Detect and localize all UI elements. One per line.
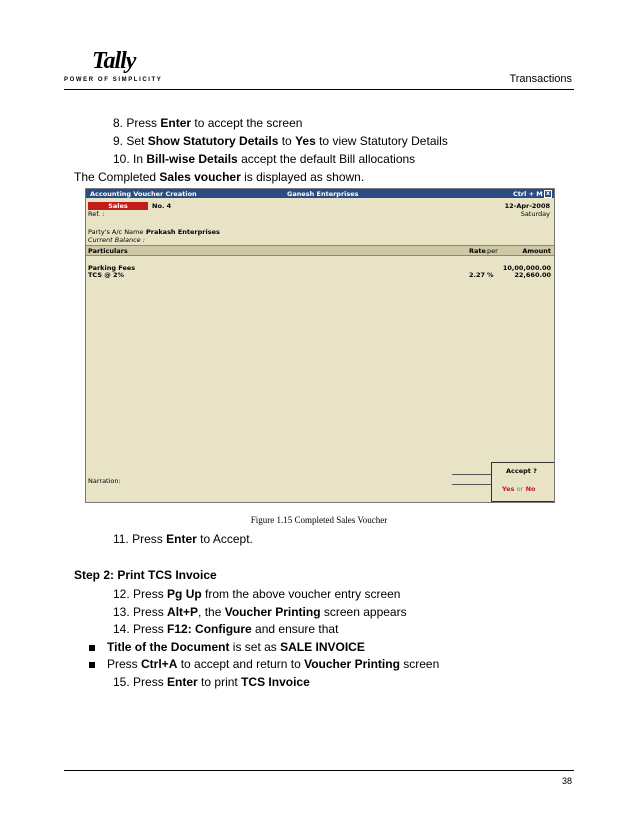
voucher-number: No. 4 (152, 202, 172, 210)
reference-field[interactable]: Ref. : (88, 210, 105, 218)
narration-field[interactable]: Narration: (88, 477, 121, 485)
bullet-title-document: Title of the Document is set as SALE INVOICE (89, 640, 365, 654)
accept-prompt: Accept ? (506, 467, 537, 475)
header-divider (64, 89, 574, 90)
step-2-heading: Step 2: Print TCS Invoice (74, 568, 217, 582)
step-12: 12. Press Pg Up from the above voucher entry screen (113, 587, 401, 601)
close-icon[interactable]: x (544, 190, 552, 198)
step-10: 10. In Bill-wise Details accept the default Bill allocations (113, 152, 416, 166)
voucher-mode-title: Accounting Voucher Creation (90, 190, 197, 198)
page-number: 38 (561, 776, 572, 786)
current-balance-label: Current Balance : (88, 236, 145, 244)
ledger-row-per: % (487, 271, 494, 279)
ledger-row-amount[interactable]: 22,660.00 (514, 271, 551, 279)
step-15: 15. Press Enter to print TCS Invoice (113, 675, 310, 689)
or-text: or (516, 485, 524, 493)
bullet-icon (89, 645, 95, 651)
tally-logo: Tally (92, 48, 136, 74)
no-option[interactable]: No (525, 485, 536, 493)
section-title: Transactions (509, 73, 572, 85)
company-name: Ganesh Enterprises (287, 190, 359, 198)
voucher-type-badge[interactable]: Sales (88, 202, 148, 210)
particulars-header (86, 245, 554, 256)
ledger-row-name[interactable]: TCS @ 2% (88, 271, 125, 279)
ledger-row-name[interactable]: Parking Fees (88, 264, 136, 272)
party-name-field[interactable]: Prakash Enterprises (146, 228, 220, 236)
step-11: 11. Press Enter to Accept. (113, 532, 253, 546)
col-rate: Rate (469, 247, 486, 255)
voucher-title-bar (86, 189, 554, 198)
voucher-date[interactable]: 12-Apr-2008 (504, 202, 550, 210)
ledger-row-amount[interactable]: 10,00,000.00 (502, 264, 551, 272)
accept-options (502, 485, 535, 493)
col-amount: Amount (522, 247, 551, 255)
bullet-icon (89, 662, 95, 668)
logo-tagline: POWER OF SIMPLICITY (64, 77, 163, 83)
voucher-screenshot (85, 188, 555, 503)
step-13: 13. Press Alt+P, the Voucher Printing screen appears (113, 605, 407, 619)
accept-dialog (491, 462, 555, 502)
step-9: 9. Set Show Statutory Details to Yes to view Statutory Details (113, 134, 448, 148)
shortcut-hint: Ctrl + M (513, 190, 543, 198)
total-rule-top (452, 474, 492, 475)
yes-option[interactable]: Yes (502, 485, 515, 493)
step-14: 14. Press F12: Configure and ensure that (113, 622, 339, 636)
completed-voucher-text: The Completed Sales voucher is displayed as shown. (74, 170, 365, 184)
figure-caption: Figure 1.15 Completed Sales Voucher (250, 515, 388, 525)
party-label: Party's A/c Name : (88, 228, 148, 236)
bullet-ctrl-a: Press Ctrl+A to accept and return to Voucher Printing screen (89, 657, 439, 671)
col-per: per (487, 247, 498, 255)
voucher-day: Saturday (520, 210, 550, 218)
ledger-row-rate[interactable]: 2.27 (469, 271, 486, 279)
total-rule-bottom (452, 484, 492, 485)
footer-divider (64, 770, 574, 771)
step-8: 8. Press Enter to accept the screen (113, 116, 303, 130)
col-particulars: Particulars (88, 247, 128, 255)
